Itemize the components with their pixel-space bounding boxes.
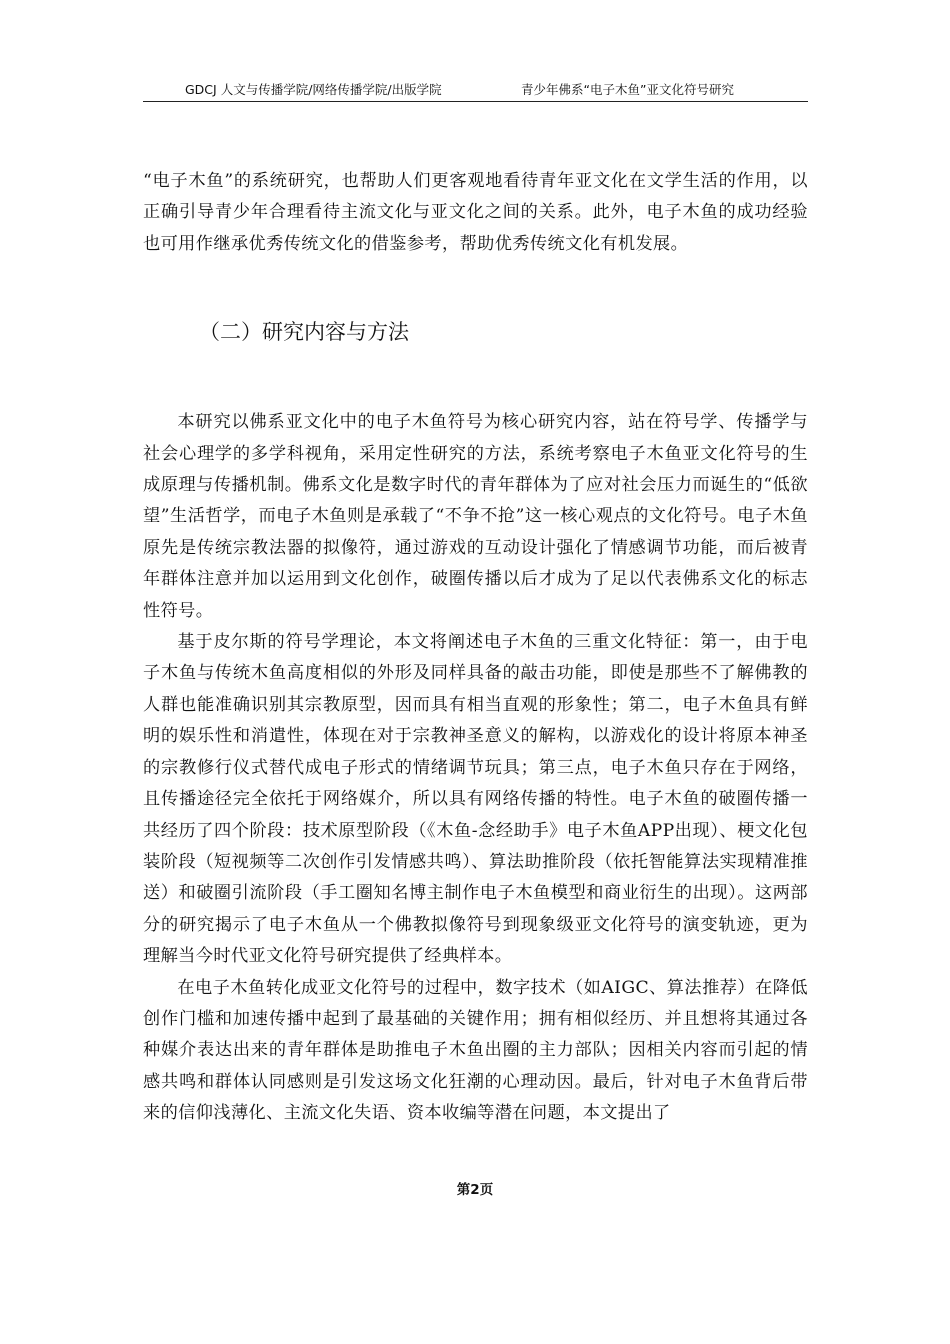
- body-paragraph-3: 在电子木鱼转化成亚文化符号的过程中，数字技术（如AIGC、算法推荐）在降低创作门槛和加速传播中起到了最基础的关键作用；拥有相似经历、并且想将其通过各种媒介表达出来的青年群体是助推电子木鱼出圈的主力部队；因相关内容而引起的情感共鸣和群体认同感则是引发这场文化狂潮的心理动因。最后，针对电子木鱼背后带来的信仰浅薄化、主流文化失语、资本收编等潜在问题，本文提出了: [143, 977, 808, 1124]
- header-paper-title: 青少年佛系“电子木鱼”亚文化符号研究: [521, 82, 734, 97]
- spacer: [143, 260, 808, 314]
- intro-paragraph: “电子木鱼”的系统研究，也帮助人们更客观地看待青年亚文化在文学生活的作用，以正确引导青少年合理看待主流文化与亚文化之间的关系。此外，电子木鱼的成功经验也可用作继承优秀传统文化的借鉴参考，帮助优秀传统文化有机发展。: [143, 171, 808, 254]
- running-header: [143, 80, 808, 100]
- section-heading: （二）研究内容与方法: [199, 320, 409, 345]
- body-paragraph-2: 基于皮尔斯的符号学理论，本文将阐述电子木鱼的三重文化特征：第一，由于电子木鱼与传统木鱼高度相似的外形及同样具备的敲击功能，即使是那些不了解佛教的人群也能准确识别其宗教原型，因而具有相当直观的形象性；第二，电子木鱼具有鲜明的娱乐性和消遣性，体现在对于宗教神圣意义的解构，以游戏化的设计将原本神圣的宗教修行仪式替代成电子形式的情绪调节玩具；第三点，电子木鱼只存在于网络，且传播途径完全依托于网络媒介，所以具有网络传播的特性。电子木鱼的破圈传播一共经历了四个阶段：技术原型阶段（《木鱼-念经助手》电子木鱼APP出现）、梗文化包装阶段（短视频等二次创作引发情感共鸣）、算法助推阶段（依托智能算法实现精准推送）和破圈引流阶段（手工圈知名博主制作电子木鱼模型和商业衍生的出现）。这两部分的研究揭示了电子木鱼从一个佛教拟像符号到现象级亚文化符号的演变轨迹，更为理解当今时代亚文化符号研究提供了经典样本。: [143, 632, 808, 967]
- body-paragraph-1: 本研究以佛系亚文化中的电子木鱼符号为核心研究内容，站在符号学、传播学与社会心理学的多学科视角，采用定性研究的方法，系统考察电子木鱼亚文化符号的生成原理与传播机制。佛系文化是数字时代的青年群体为了应对社会压力而诞生的“低欲望”生活哲学，而电子木鱼则是承载了“不争不抢”这一核心观点的文化符号。电子木鱼原先是传统宗教法器的拟像符，通过游戏的互动设计强化了情感调节功能，而后被青年群体注意并加以运用到文化创作，破圈传播以后才成为了足以代表佛系文化的标志性符号。: [143, 412, 808, 621]
- page-number: 第2页: [456, 1182, 494, 1198]
- spacer: [143, 350, 808, 407]
- page-body: [143, 166, 808, 1130]
- header-institution: GDCJ 人文与传播学院/网络传播学院/出版学院: [185, 82, 442, 97]
- header-rule: [143, 101, 808, 102]
